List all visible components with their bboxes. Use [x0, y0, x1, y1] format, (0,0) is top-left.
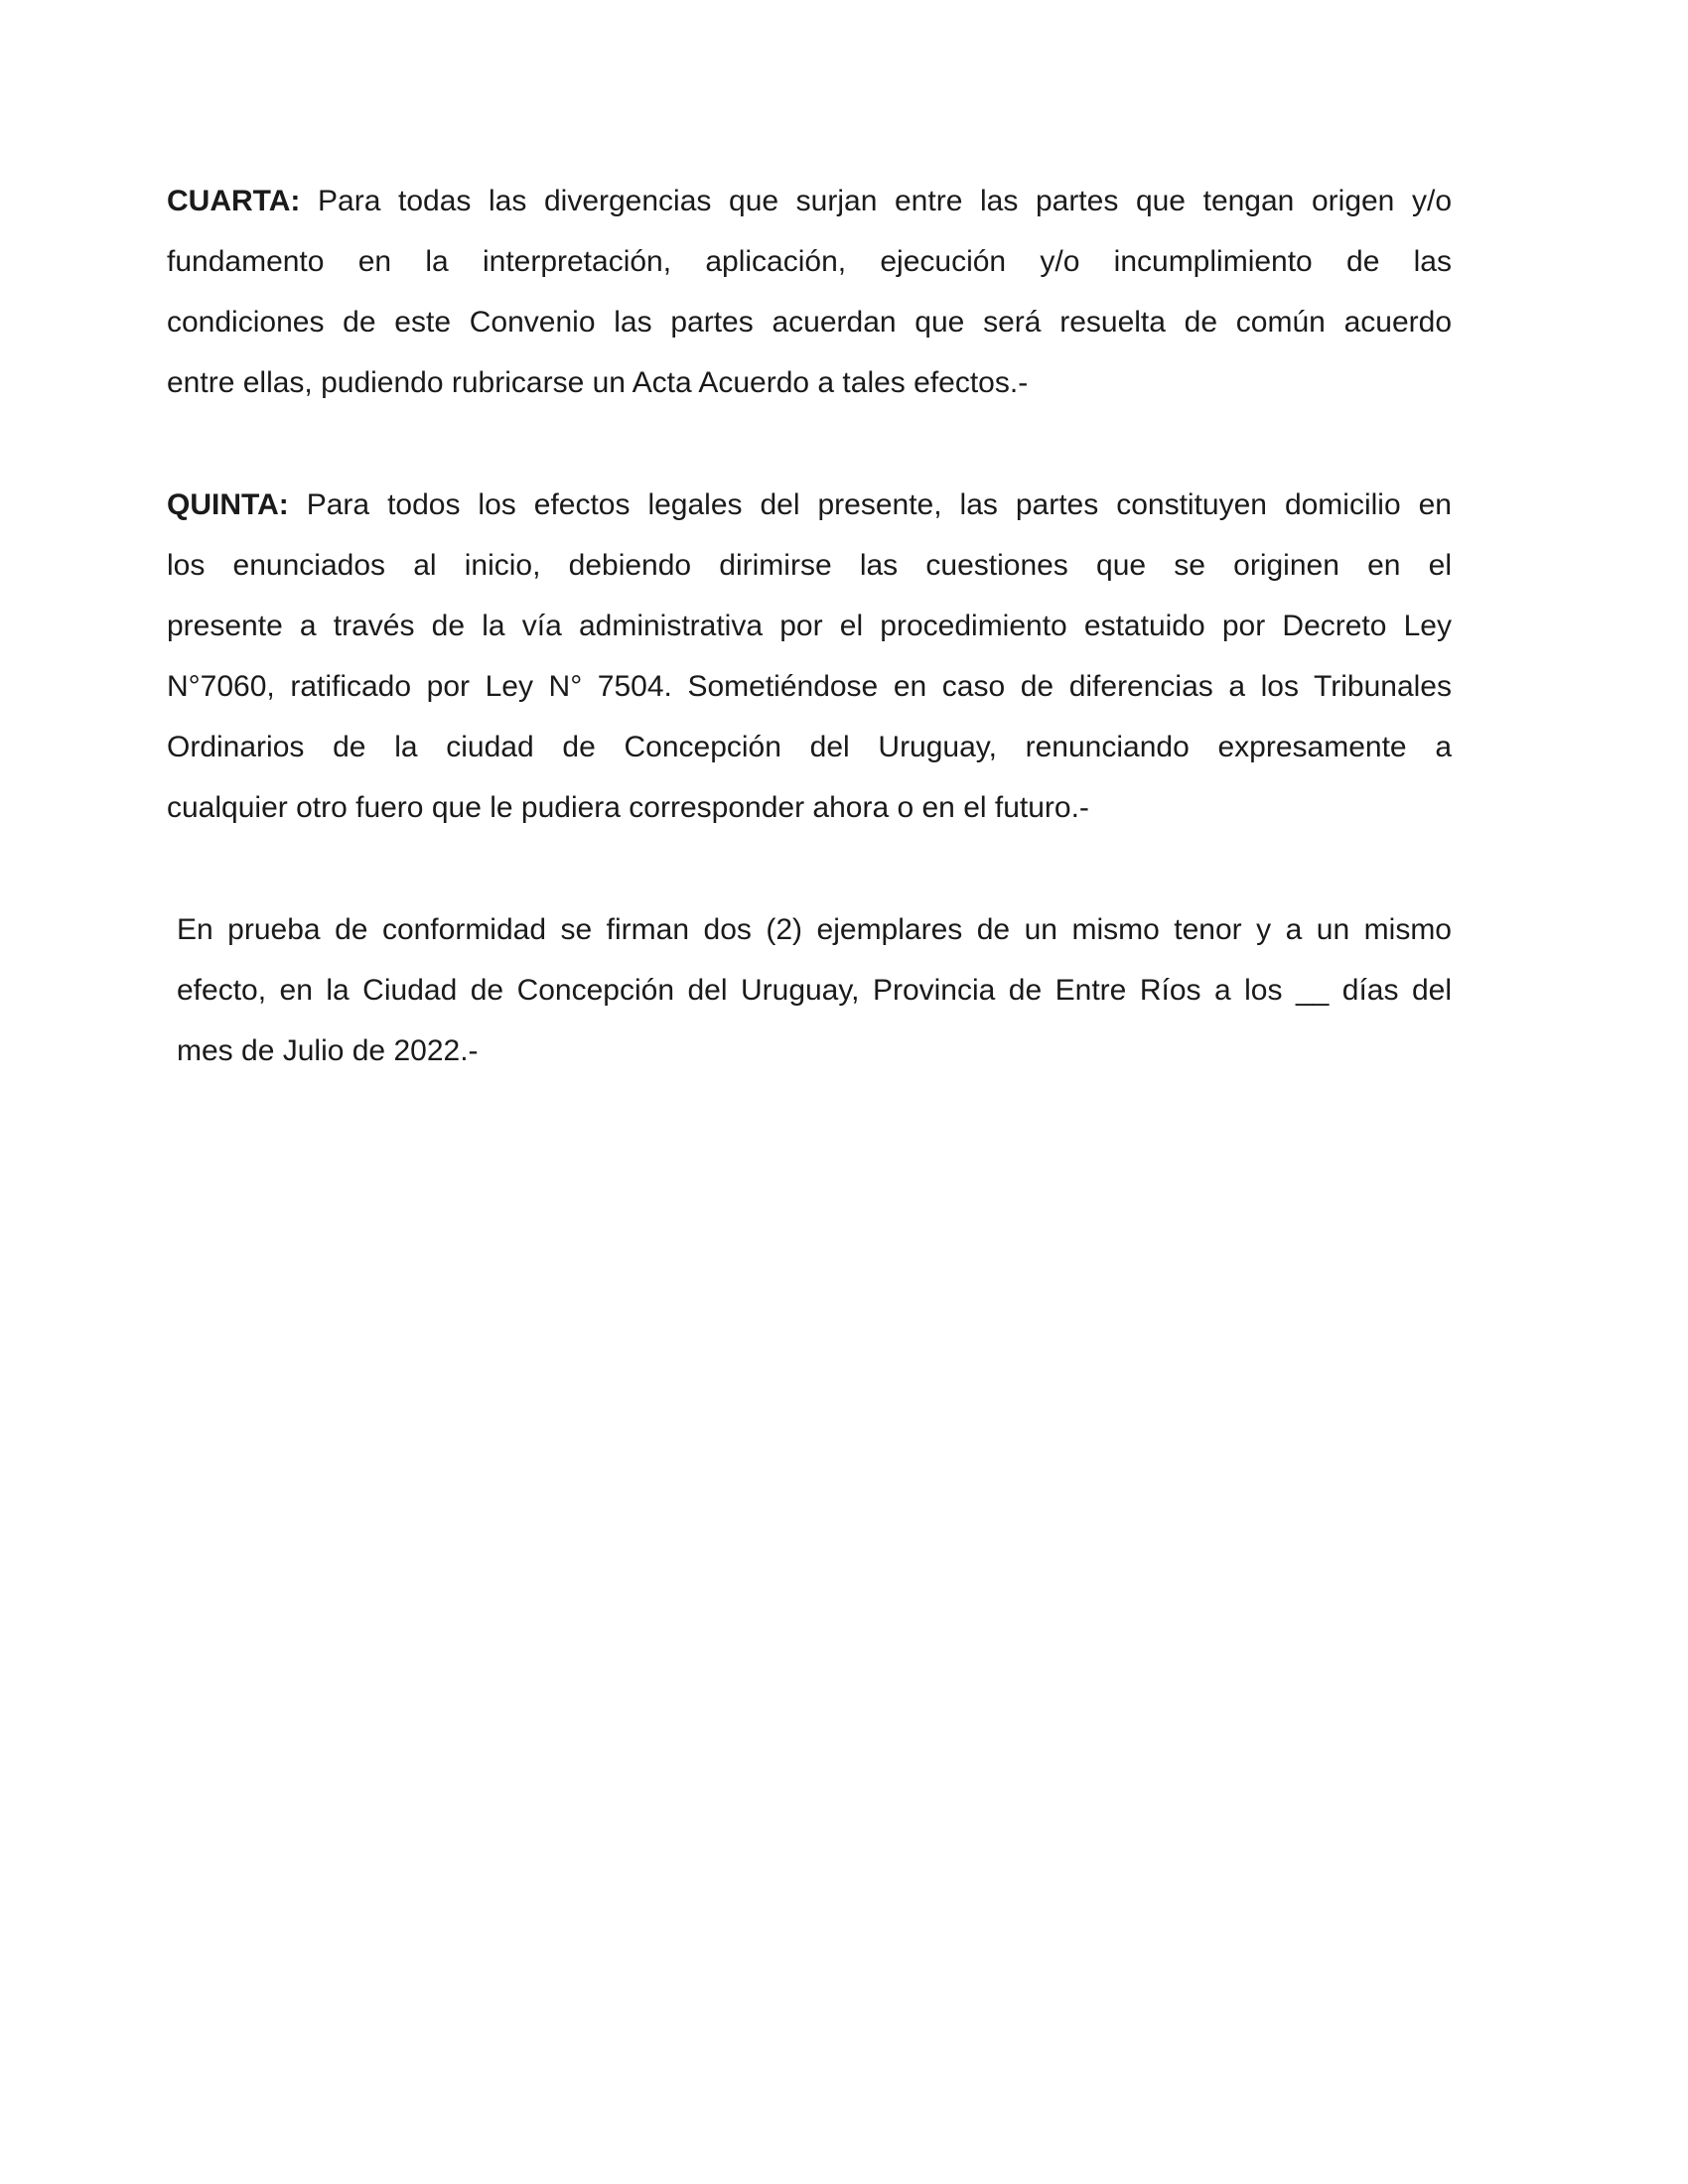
- document-line: mes de Julio de 2022.-: [177, 1034, 479, 1067]
- document-line: QUINTA: Para todos los efectos legales del presente, las partes constituyen domicilio en: [167, 488, 1452, 521]
- document-line: efecto, en la Ciudad de Concepción del Uruguay, Provincia de Entre Ríos a los __ días del: [177, 974, 1452, 1007]
- document-line: entre ellas, pudiendo rubricarse un Acta Acuerdo a tales efectos.-: [167, 366, 1029, 399]
- document-line: N°7060, ratificado por Ley N° 7504. Sometiéndose en caso de diferencias a los Tribunales: [167, 670, 1452, 703]
- document-content: [167, 171, 1452, 1143]
- document-line: los enunciados al inicio, debiendo dirimirse las cuestiones que se originen en el: [167, 549, 1452, 582]
- document-line: CUARTA: Para todas las divergencias que surjan entre las partes que tengan origen y/o: [167, 185, 1452, 217]
- clause-label: QUINTA:: [167, 488, 289, 521]
- clause-label: CUARTA:: [167, 185, 301, 217]
- document-paragraph: [167, 899, 1452, 1081]
- document-paragraph: [167, 475, 1452, 838]
- document-line: condiciones de este Convenio las partes acuerdan que será resuelta de común acuerdo: [167, 306, 1452, 339]
- document-line: En prueba de conformidad se firman dos (2) ejemplares de un mismo tenor y a un mismo: [177, 913, 1452, 946]
- document-line: cualquier otro fuero que le pudiera corresponder ahora o en el futuro.-: [167, 791, 1089, 824]
- document-line: Ordinarios de la ciudad de Concepción del Uruguay, renunciando expresamente a: [167, 731, 1452, 763]
- document-line: fundamento en la interpretación, aplicación, ejecución y/o incumplimiento de las: [167, 245, 1452, 278]
- document-paragraph: [167, 171, 1452, 413]
- document-line: presente a través de la vía administrativa por el procedimiento estatuido por Decreto Ley: [167, 610, 1452, 642]
